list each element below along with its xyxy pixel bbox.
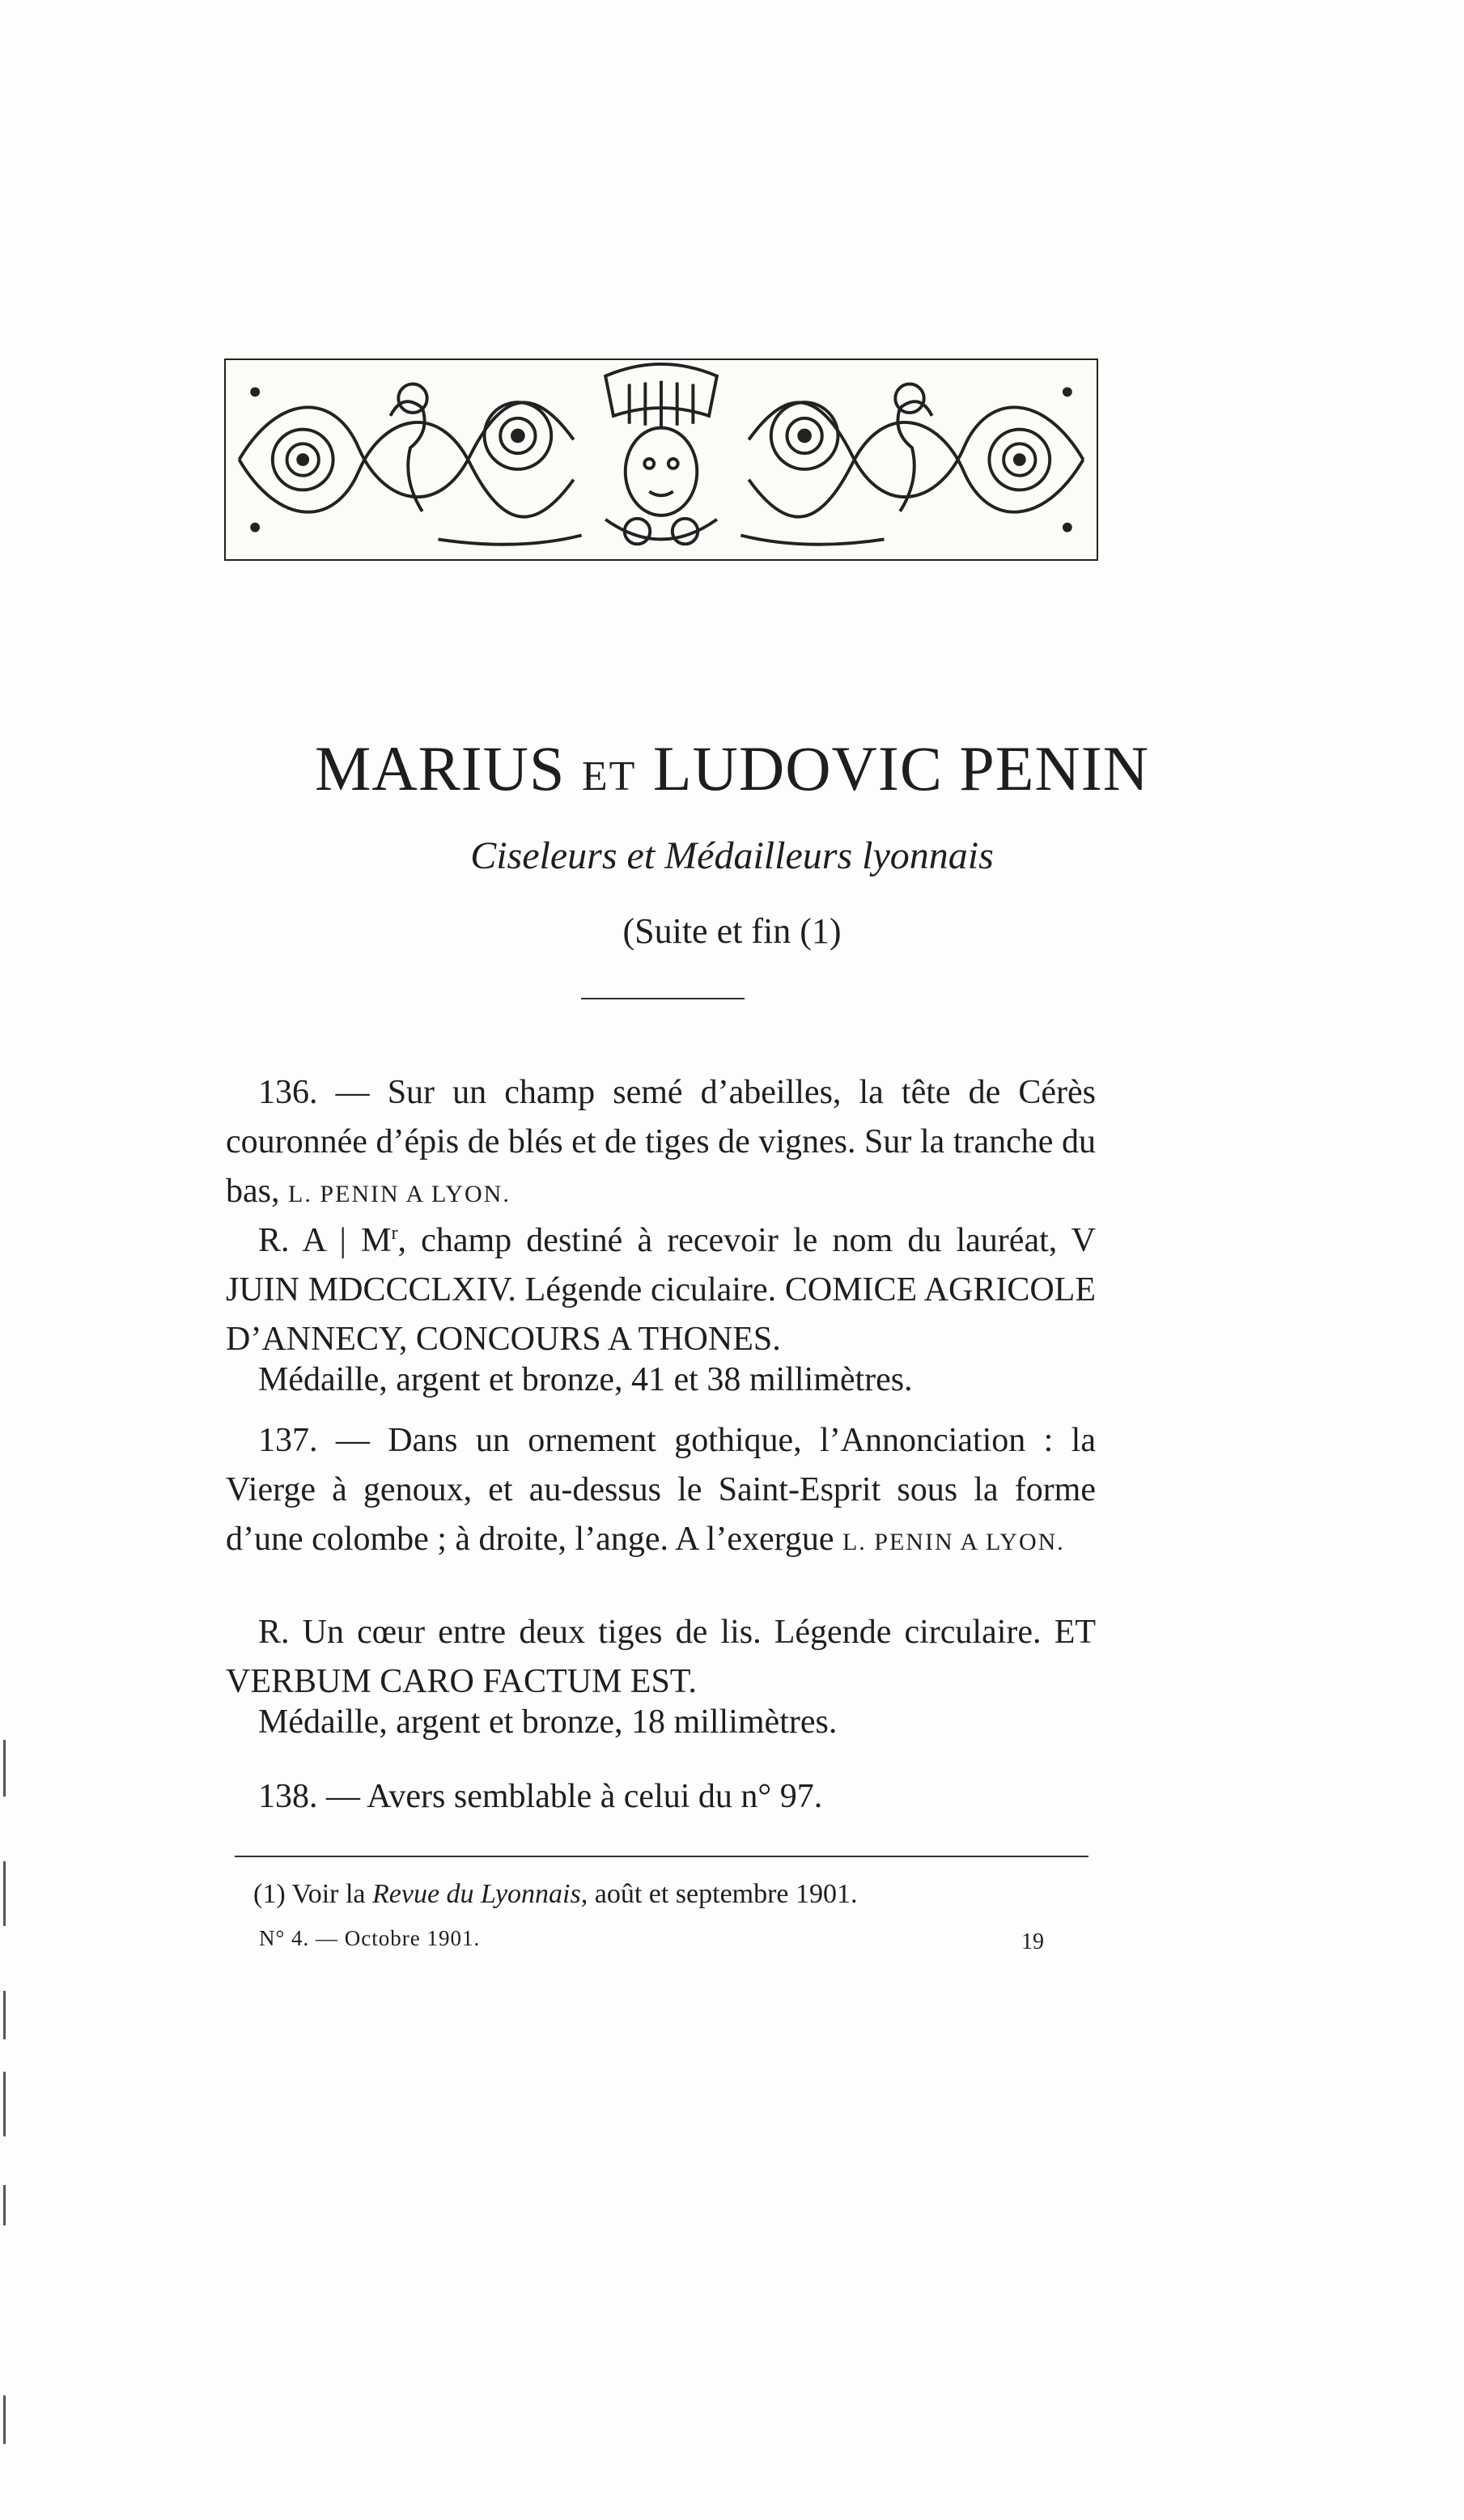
entry-137-description: 137. — Dans un ornement gothique, l’Annonciation : la Vierge à genoux, et au-dessus le Saint-Esprit sous la forme d’une colombe ; à droite, l’ange. A l’exergue bbox=[226, 1422, 1096, 1558]
entry-137-reverse-text: R. Un cœur entre deux tiges de lis. Légende circulaire. ET VERBUM CARO FACTUM EST. bbox=[226, 1614, 1096, 1700]
margin-mark bbox=[3, 2185, 6, 2225]
entry-136-reverse-a: R. A | M bbox=[258, 1222, 392, 1259]
entry-136-medal-text: Médaille, argent et bronze, 41 et 38 millimètres. bbox=[258, 1361, 913, 1398]
margin-mark bbox=[3, 2395, 6, 2444]
footnote-after: août et septembre 1901. bbox=[588, 1879, 858, 1909]
issue-line: N° 4. — Octobre 1901. bbox=[259, 1926, 481, 1950]
title-part-2: LUDOVIC PENIN bbox=[652, 733, 1150, 804]
series-note: (Suite et fin (1) bbox=[622, 911, 842, 951]
margin-mark bbox=[3, 2072, 6, 2136]
entry-136-reverse-sup: r bbox=[391, 1223, 398, 1244]
footnote-divider bbox=[235, 1856, 1088, 1857]
entry-137-medal bbox=[226, 1698, 1096, 1747]
page-number: 19 bbox=[1021, 1929, 1044, 1954]
title-divider bbox=[581, 998, 745, 999]
footnote-journal: Revue du Lyonnais, bbox=[372, 1879, 588, 1909]
ornament-scroll-icon bbox=[226, 360, 1097, 559]
ornamental-headpiece bbox=[224, 358, 1098, 561]
entry-136-medal bbox=[226, 1355, 1096, 1405]
subtitle: Ciseleurs et Médailleurs lyonnais bbox=[470, 834, 994, 877]
page-title bbox=[0, 732, 1464, 805]
entry-136 bbox=[226, 1068, 1096, 1219]
entry-138 bbox=[226, 1772, 1096, 1822]
entry-138-text: 138. — Avers semblable à celui du n° 97. bbox=[258, 1778, 823, 1815]
title-connector: ET bbox=[581, 753, 637, 800]
entry-136-reverse bbox=[226, 1216, 1096, 1364]
entry-137-signature: L. PENIN A LYON. bbox=[842, 1529, 1065, 1555]
footnote bbox=[253, 1879, 858, 1910]
margin-mark bbox=[3, 1991, 6, 2039]
margin-mark bbox=[3, 1861, 6, 1926]
entry-137-medal-text: Médaille, argent et bronze, 18 millimètres. bbox=[258, 1703, 838, 1741]
entry-137 bbox=[226, 1416, 1096, 1567]
title-part-1: MARIUS bbox=[314, 733, 566, 804]
entry-136-description: 136. — Sur un champ semé d’abeilles, la tête de Cérès couronnée d’épis de blés et de tiges de vignes. Sur la tranche du bas, bbox=[226, 1074, 1096, 1210]
footnote-before: (1) Voir la bbox=[253, 1879, 373, 1909]
margin-mark bbox=[3, 1740, 6, 1797]
entry-136-signature: L. PENIN A LYON. bbox=[288, 1181, 511, 1207]
entry-136-reverse-b: , champ destiné à recevoir le nom du lauréat, V JUIN MDCCCLXIV. Légende ciculaire. COMICE AGRICOLE D’ANNECY, CONCOURS A THONES. bbox=[226, 1222, 1096, 1358]
entry-137-reverse bbox=[226, 1608, 1096, 1707]
